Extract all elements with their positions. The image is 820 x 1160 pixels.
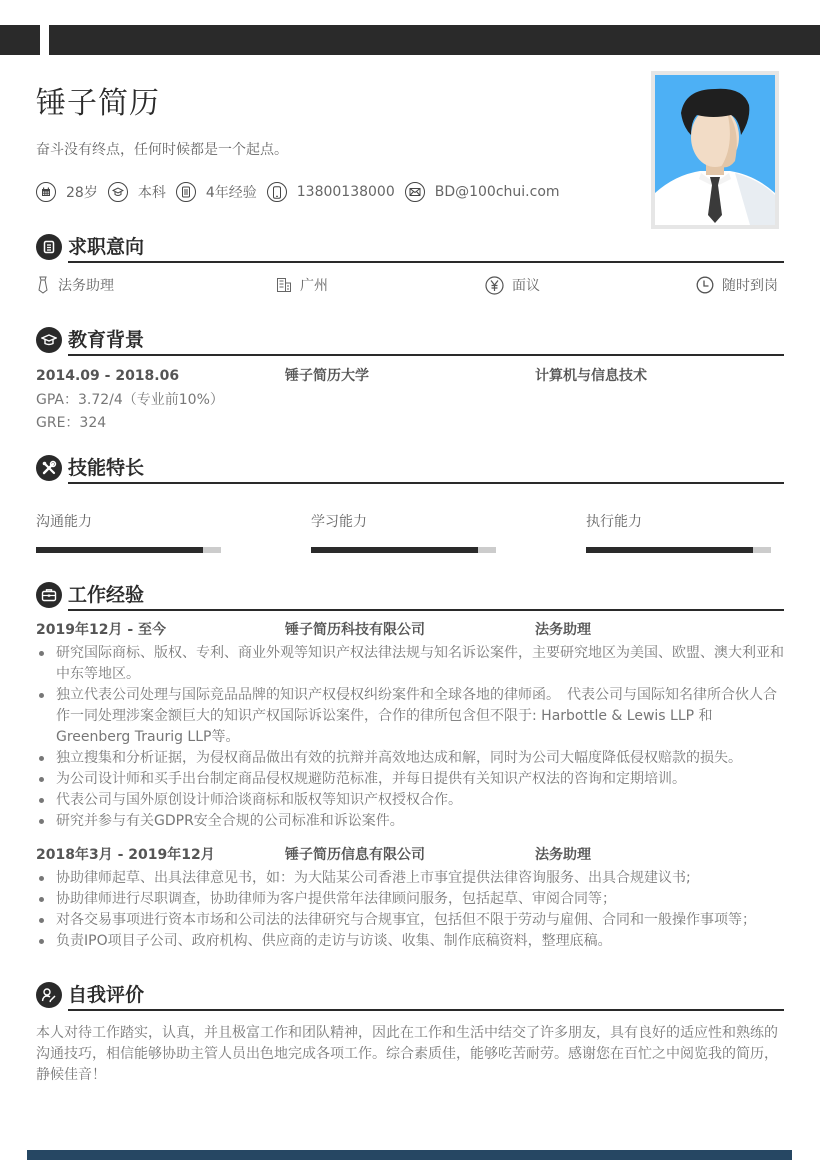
skill-label: 沟通能力 <box>36 514 92 530</box>
info-degree-text: 本科 <box>137 185 166 201</box>
section-job-intent <box>36 233 784 299</box>
clock-icon <box>696 276 714 294</box>
intent-availability <box>696 275 778 295</box>
phone-icon <box>267 182 287 202</box>
calendar-icon <box>36 182 56 202</box>
graduation-cap-icon <box>36 327 62 353</box>
job-duties <box>36 868 784 952</box>
skill-progress-bar <box>586 547 771 553</box>
intent-row <box>36 275 784 299</box>
job-company: 锤子简历信息有限公司 <box>285 847 425 863</box>
self-evaluation-text: 本人对待工作踏实，认真，并且极富工作和团队精神，因此在工作和生活中结交了许多朋友，具有良好的适应性和熟练的沟通技巧，相信能够协助主管人员出色地完成各项工作。综合素质佳，能够吃苦耐劳。感谢您在百忙之中阅览我的简历，静候佳音！ <box>36 1025 778 1083</box>
skill-progress-bar <box>311 547 496 553</box>
section-divider <box>68 354 784 356</box>
section-title: 技能特长 <box>68 457 145 479</box>
job-duties <box>36 643 784 832</box>
skill-progress-bar <box>36 547 221 553</box>
section-self-evaluation <box>36 981 784 1086</box>
skill-progress-fill <box>586 547 753 553</box>
info-age-text: 28岁 <box>66 185 98 201</box>
info-phone-text[interactable]: 13800138000 <box>296 184 395 200</box>
education-major: 计算机与信息技术 <box>535 368 647 384</box>
section-header <box>36 454 784 484</box>
user-edit-icon <box>36 982 62 1008</box>
education-gpa: GPA：3.72/4（专业前10%） <box>36 392 224 408</box>
section-skills <box>36 454 784 592</box>
job-position: 法务助理 <box>535 622 591 638</box>
intent-availability-text: 随时到岗 <box>722 278 778 294</box>
clipboard-icon <box>36 234 62 260</box>
job-duty: 研究国际商标、版权、专利、商业外观等知识产权法律法规与知名诉讼案件，主要研究地区为美国、欧盟、澳大利亚和中东等地区。 <box>36 643 784 685</box>
info-phone <box>267 182 395 202</box>
job-period: 2018年3月 - 2019年12月 <box>36 847 215 863</box>
skills-list <box>36 512 784 592</box>
skill-progress-fill <box>311 547 478 553</box>
job-duty: 研究并参与有关GDPR安全合规的公司标准和诉讼案件。 <box>36 811 784 832</box>
section-work-experience <box>36 581 784 952</box>
job-position: 法务助理 <box>535 847 591 863</box>
info-degree <box>108 182 166 202</box>
section-title: 求职意向 <box>68 236 145 258</box>
mail-icon <box>405 182 425 202</box>
job-duty: 代表公司与国外原创设计师洽谈商标和版权等知识产权授权合作。 <box>36 790 784 811</box>
footer-bar <box>27 1150 792 1160</box>
skill-item <box>311 512 496 553</box>
resume-name: 锤子简历 <box>36 86 160 121</box>
intent-salary-text: 面议 <box>512 278 540 294</box>
education-gre: GRE：324 <box>36 415 107 431</box>
job-duty: 协助律师起草、出具法律意见书，如：为大陆某公司香港上市事宜提供法律咨询服务、出具合规建议书; <box>36 868 784 889</box>
building-icon <box>276 277 292 293</box>
yen-icon <box>485 276 504 295</box>
info-email <box>405 182 560 202</box>
job-duty: 独立代表公司处理与国际竞品品牌的知识产权侵权纠纷案件和全球各地的律师函。 代表公司与国际知名律所合伙人合作一同处理涉案金额巨大的知识产权国际诉讼案件，合作的律所包含但不限于: Harbottle & Lewis LLP 和 Greenberg Traurig LLP等。 <box>36 685 784 748</box>
info-experience-text: 4年经验 <box>205 185 257 201</box>
section-education <box>36 326 784 435</box>
motto: 奋斗没有终点，任何时候都是一个起点。 <box>36 142 288 158</box>
info-age <box>36 182 98 202</box>
job-duty: 独立搜集和分析证据，为侵权商品做出有效的抗辩并高效地达成和解，同时为公司大幅度降低侵权赔款的损失。 <box>36 748 784 769</box>
section-header <box>36 326 784 356</box>
intent-city-text: 广州 <box>300 278 328 294</box>
education-period: 2014.09 - 2018.06 <box>36 368 180 384</box>
intent-salary <box>485 275 540 295</box>
avatar <box>655 75 775 225</box>
intent-position <box>36 275 114 295</box>
briefcase-icon <box>36 582 62 608</box>
section-divider <box>68 609 784 611</box>
section-header <box>36 233 784 263</box>
job-header <box>36 844 784 866</box>
intent-city <box>276 275 328 295</box>
tools-icon <box>36 455 62 481</box>
tie-icon <box>36 276 50 294</box>
job-period: 2019年12月 - 至今 <box>36 622 167 638</box>
info-experience <box>176 182 257 202</box>
skill-label: 学习能力 <box>311 514 367 530</box>
info-email-text[interactable]: BD@100chui.com <box>434 184 560 200</box>
section-header <box>36 981 784 1011</box>
skill-label: 执行能力 <box>586 514 642 530</box>
header-bar-right <box>49 25 820 55</box>
section-header <box>36 581 784 611</box>
education-row <box>36 365 784 387</box>
skill-item <box>586 512 771 553</box>
skill-item <box>36 512 221 553</box>
header-bar-left <box>0 25 40 55</box>
section-title: 工作经验 <box>68 584 145 606</box>
section-divider <box>68 261 784 263</box>
graduation-icon <box>108 182 128 202</box>
document-icon <box>176 182 196 202</box>
skill-progress-fill <box>36 547 203 553</box>
job-header <box>36 619 784 641</box>
section-title: 教育背景 <box>68 329 145 351</box>
job-duty: 为公司设计师和买手出台制定商品侵权规避防范标准，并每日提供有关知识产权法的咨询和定期培训。 <box>36 769 784 790</box>
education-school: 锤子简历大学 <box>285 368 369 384</box>
basic-info-row <box>36 180 570 204</box>
profile-photo <box>651 71 779 229</box>
section-title: 自我评价 <box>68 984 145 1006</box>
job-duty: 对各交易事项进行资本市场和公司法的法律研究与合规事宜，包括但不限于劳动与雇佣、合同和一般操作事项等； <box>36 910 784 931</box>
job-duty: 协助律师进行尽职调查，协助律师为客户提供常年法律顾问服务，包括起草、审阅合同等； <box>36 889 784 910</box>
intent-position-text: 法务助理 <box>58 278 114 294</box>
job-duty: 负责IPO项目子公司、政府机构、供应商的走访与访谈、收集、制作底稿资料，整理底稿。 <box>36 931 784 952</box>
job-company: 锤子简历科技有限公司 <box>285 622 425 638</box>
section-divider <box>68 1009 784 1011</box>
section-divider <box>68 482 784 484</box>
